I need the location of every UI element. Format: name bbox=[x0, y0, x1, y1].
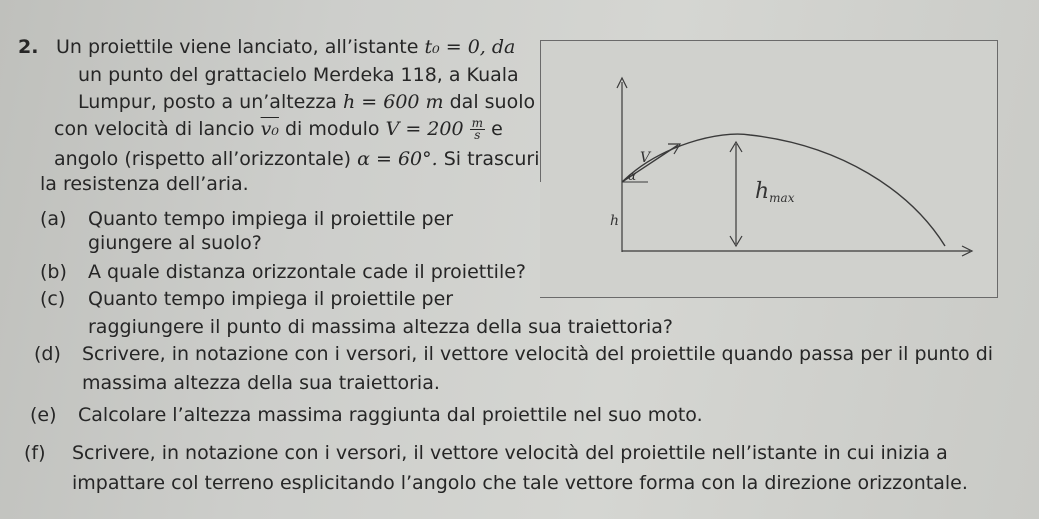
unit-denominator: s bbox=[474, 128, 481, 142]
V-equation: V = 200 bbox=[385, 118, 464, 140]
question-f-label: (f) bbox=[24, 442, 46, 464]
question-b-line-1: A quale distanza orizzontale cade il proiettile? bbox=[88, 261, 527, 283]
intro-line-6: la resistenza dell’aria. bbox=[40, 173, 249, 195]
question-c-line-2: raggiungere il punto di massima altezza della sua traiettoria? bbox=[88, 316, 673, 338]
intro-text-5: angolo (rispetto all’orizzontale) bbox=[54, 148, 352, 170]
alpha-equation: α = 60°. bbox=[357, 148, 438, 170]
question-d-line-2: massima altezza della sua traiettoria. bbox=[82, 372, 440, 394]
question-a-label: (a) bbox=[40, 208, 67, 230]
problem-number: 2. bbox=[18, 36, 39, 58]
question-a-line-1: Quanto tempo impiega il proiettile per bbox=[88, 208, 454, 230]
unit-numerator: m bbox=[471, 116, 484, 130]
hmax-subscript: max bbox=[769, 191, 795, 205]
hmax-h: h bbox=[755, 179, 770, 204]
intro-text-4: con velocità di lancio bbox=[54, 118, 255, 140]
question-c-label: (c) bbox=[40, 288, 66, 310]
intro-line-5 bbox=[54, 148, 539, 170]
question-f-line-2: impattare col terreno esplicitando l’angolo che tale vettore forma con la direzione orizzontale. bbox=[72, 472, 968, 494]
h-tail: dal suolo bbox=[449, 91, 536, 113]
question-d-line-1: Scrivere, in notazione con i versori, il vettore velocità del proiettile quando passa per il punto di bbox=[82, 343, 994, 365]
question-c-line-1: Quanto tempo impiega il proiettile per bbox=[88, 288, 454, 310]
intro-text-3: Lumpur, posto a un’altezza bbox=[78, 91, 337, 113]
question-e-label: (e) bbox=[30, 404, 57, 426]
building bbox=[540, 182, 622, 297]
modulus-text: di modulo bbox=[285, 118, 380, 140]
question-d-label: (d) bbox=[34, 343, 61, 365]
unit-fraction bbox=[470, 118, 485, 141]
intro-line-4 bbox=[54, 118, 503, 141]
intro-line-3 bbox=[78, 91, 535, 113]
label-alpha: α bbox=[628, 169, 637, 183]
label-h: h bbox=[610, 213, 620, 229]
question-e-line-1: Calcolare l’altezza massima raggiunta dal proiettile nel suo moto. bbox=[78, 404, 703, 426]
question-a-line-2: giungere al suolo? bbox=[88, 232, 262, 254]
question-f-line-1: Scrivere, in notazione con i versori, il vettore velocità del proiettile nell’istante in cui inizia a bbox=[72, 442, 948, 464]
alpha-tail: Si trascuri bbox=[443, 148, 540, 170]
label-V: V bbox=[640, 150, 651, 166]
tail-e: e bbox=[491, 118, 503, 140]
intro-line-1 bbox=[56, 36, 515, 58]
question-b-label: (b) bbox=[40, 261, 67, 283]
v0-vector-symbol: v₀ bbox=[260, 118, 279, 140]
intro-line-2: un punto del grattacielo Merdeka 118, a Kuala bbox=[78, 64, 519, 86]
trajectory-figure bbox=[540, 40, 998, 298]
h-equation: h = 600 m bbox=[343, 91, 444, 113]
intro-text-1: Un proiettile viene lanciato, all’istante bbox=[56, 36, 419, 58]
t0-equation: t₀ = 0, da bbox=[424, 36, 516, 58]
